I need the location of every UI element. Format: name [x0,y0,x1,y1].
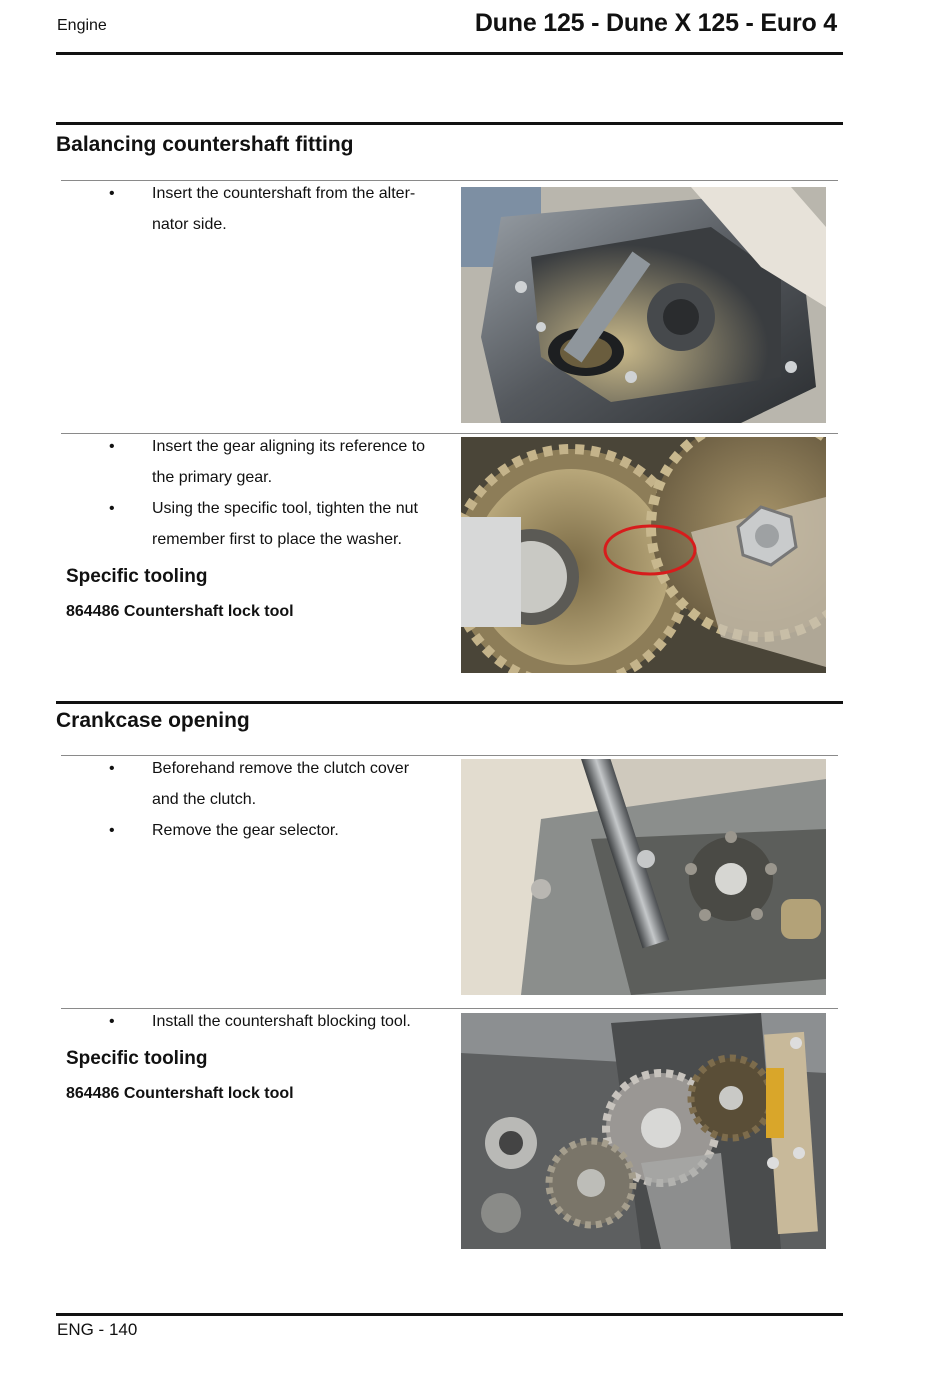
page-number: ENG - 140 [57,1320,138,1339]
bullet-item [105,431,455,462]
step-bullets [105,178,455,240]
bullet-text: Remove the gear selector. [152,822,339,839]
photo-countershaft-insertion [461,187,826,423]
bullet-text: Using the specific tool, tighten the nut [152,500,418,517]
section-title-balancing: Balancing countershaft fitting [56,133,354,156]
tooling-item: 864486 Countershaft lock tool [66,603,294,620]
header-section-label: Engine [57,17,107,34]
bullet-item [105,493,455,524]
step-bullets [105,1006,455,1037]
bullet-text: remember first to place the washer. [152,531,402,548]
specific-tooling-heading: Specific tooling [66,566,208,587]
section-title-crankcase: Crankcase opening [56,709,250,732]
footer-rule [56,1313,843,1316]
bullet-continuation [105,784,455,815]
step-bullets [105,431,455,555]
tooling-item: 864486 Countershaft lock tool [66,1085,294,1102]
bullet-item [105,178,455,209]
bullet-dot: • [109,822,115,839]
bullet-dot: • [109,500,115,517]
bullet-text: Install the countershaft blocking tool. [152,1013,411,1030]
header-rule [56,52,843,55]
section-rule [56,701,843,704]
selector-photo-illustration [461,759,826,995]
photo-gear-selector-removal [461,759,826,995]
bullet-item [105,815,455,846]
photo-blocking-tool [461,1013,826,1249]
bullet-text: Insert the gear aligning its reference to [152,438,426,455]
bullet-continuation [105,209,455,240]
section-rule [56,122,843,125]
document-title: Dune 125 - Dune X 125 - Euro 4 [474,9,837,37]
blocking-tool-photo-illustration [461,1013,826,1249]
gear-photo-illustration [461,437,826,673]
bullet-item [105,753,455,784]
bullet-item [105,1006,455,1037]
bullet-text: Beforehand remove the clutch cover [152,760,410,777]
bullet-text: nator side. [152,216,227,233]
step-bullets [105,753,455,846]
engine-photo-illustration [461,187,826,423]
bullet-text: and the clutch. [152,791,257,808]
photo-gear-alignment [461,437,826,673]
bullet-continuation [105,524,455,555]
bullet-continuation [105,462,455,493]
bullet-dot: • [109,438,115,455]
bullet-text: Insert the countershaft from the alter- [152,185,416,202]
bullet-dot: • [109,1013,115,1030]
bullet-text: the primary gear. [152,469,273,486]
bullet-dot: • [109,185,115,202]
specific-tooling-heading: Specific tooling [66,1048,208,1069]
bullet-dot: • [109,760,115,777]
